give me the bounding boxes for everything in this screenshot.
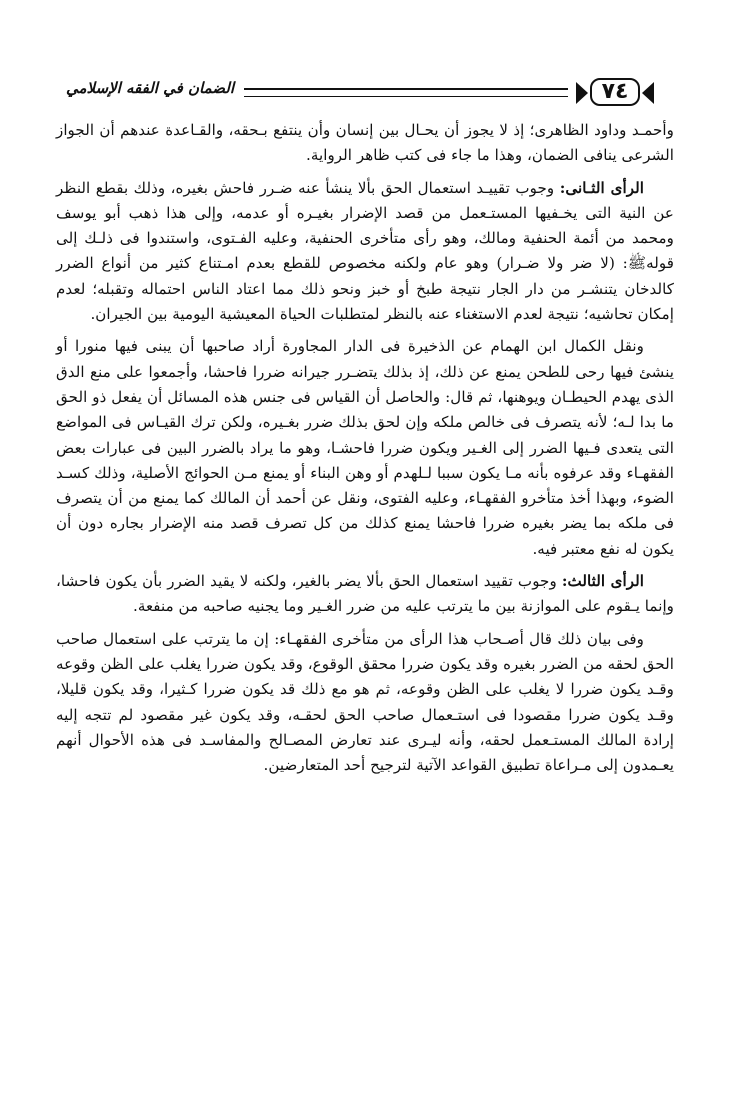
paragraph-text: وفى بيان ذلك قال أصـحاب هذا الرأى من متأخرى الفقهـاء: إن ما يترتب على استعمال صاحب الحق لحقه من الضرر بغيره وقد يكون ضررا محقق الوقوع، وقد يكون ضررا يغلب على الظن وقوعه وقـد يكون ضررا لا يغلب على الظن وقوعه، ثم هو مع ذلك قد يكون ضررا كـثيرا، وقد يكون قليلا، وقـد يكون ضررا مقصودا فى استـعمال صاحب الحق لحقـه، وقد يكون غير مقصود لم تتجه إليه إرادة المالك المستـعمل لحقه، وأنه ليـرى عند تعارض المصـالح والمفاسـد فى هذه الأحوال أنهم يعـمدون إلى مـراعاة تطبيق القواعد الآتية لترجيح أحد المتعارضين. [56, 629, 674, 775]
header-rule [244, 88, 568, 97]
section-heading: الرأى الثالث: [561, 572, 644, 591]
paragraph-3 [56, 334, 674, 562]
running-title: الضمان في الفقه الإسلامي [65, 79, 235, 97]
paragraph-4 [56, 569, 674, 620]
page-number-badge [576, 78, 654, 106]
section-heading: الرأى الثـانى: [559, 178, 644, 197]
paragraph-text: وأحمـد وداود الظاهرى؛ إذ لا يجوز أن يحـال بين إنسان وأن ينتفع بـحقه، والقـاعدة عندهم أن الجواز الشرعى ينافى الضمان، وهذا ما جاء فى كتب ظاهر الرواية. [56, 121, 674, 165]
paragraph-2 [56, 176, 674, 328]
paragraph-text: وجوب تقييد استعمال الحق بألا يضر بالغير، ولكنه لا يقيد الضرر بأن يكون فاحشا، وإنما يـقوم على الموازنة بين ما يترتب عليه من ضرر الغـير وما يجنيه صاحبه من منفعة. [56, 572, 674, 616]
page-number: ٧٤ [590, 78, 640, 106]
page-body [56, 118, 674, 785]
paragraph-5 [56, 627, 674, 779]
paragraph-text: ونقل الكمال ابن الهمام عن الذخيرة فى الدار المجاورة أراد صاحبها أن يبنى فيها منورا أو ينشئ فيها رحى للطحن يمنع عن ذلك، إذ بذلك يتضـرر جيرانه ضررا فاحشا، وأجمعوا على منع الدق الذى يهدم الحيطـان ويوهنها، ثم قال: والحاصل أن القياس فى جنس هذه المسائل أن يفعل ذو الحق ما بدا لـه؛ لأنه يتصرف فى خالص ملكه وإن لحق بذلك ضرر بغـيره، ولكن ترك القيـاس فى المواضع التى يتعدى فـيها الضرر إلى الغـير ويكون ضررا فاحشـا، وهو ما يراد بالضرر البين فى عبارات بعض الفقهـاء وقد عرفوه بأنه مـا يكون سببا لـلهدم أو وهن البناء أو يمنع مـن الحوائج الأصلية، وذلك كسـد الضوء، وبهذا أخذ متأخرو الفقهـاء، وعليه الفتوى، ونقل عن أحمد أن المالك كما يمنع من أن يتصرف فى ملكه بما يضر بغيره ضررا فاحشا يمنع كذلك من كل تصرف قصد منه الإضرار بجاره دون أن يكون له نفع معتبر فيه. [56, 337, 674, 558]
page-header [58, 74, 654, 116]
right-arrow-ornament [642, 82, 654, 104]
paragraph-text: وجوب تقييـد استعمال الحق بألا ينشأ عنه ضـرر فاحش بغيره، وذلك بقطع النظر عن النية التى يخـفيها المستـعمل من قصد الإضرار بغيـره أو عدمه، وإلى هذا ذهب أبو يوسف ومحمد من أئمة الحنفية ومالك، وهو رأى متأخرى الحنفية، وعليه الفـتوى، واستندوا فى ذلـك إلى قولهﷺ: (لا ضر ولا ضـرار) وهو عام ولكنه مخصوص للقطع بعدم امـتناع كثير من أنواع الضرر كالدخان يتنشـر من دار الجار نتيجة طبخ أو خبز ونحو ذلك مما اعتاد الناس احتماله وتقبله؛ لعدم إمكان تحاشيه؛ نتيجة لعدم الاستغناء عنه بالنظر لمتطلبات الحياة المعيشية اليومية بين الجيران. [56, 178, 674, 324]
left-arrow-ornament [576, 82, 588, 104]
paragraph-1 [56, 118, 674, 169]
